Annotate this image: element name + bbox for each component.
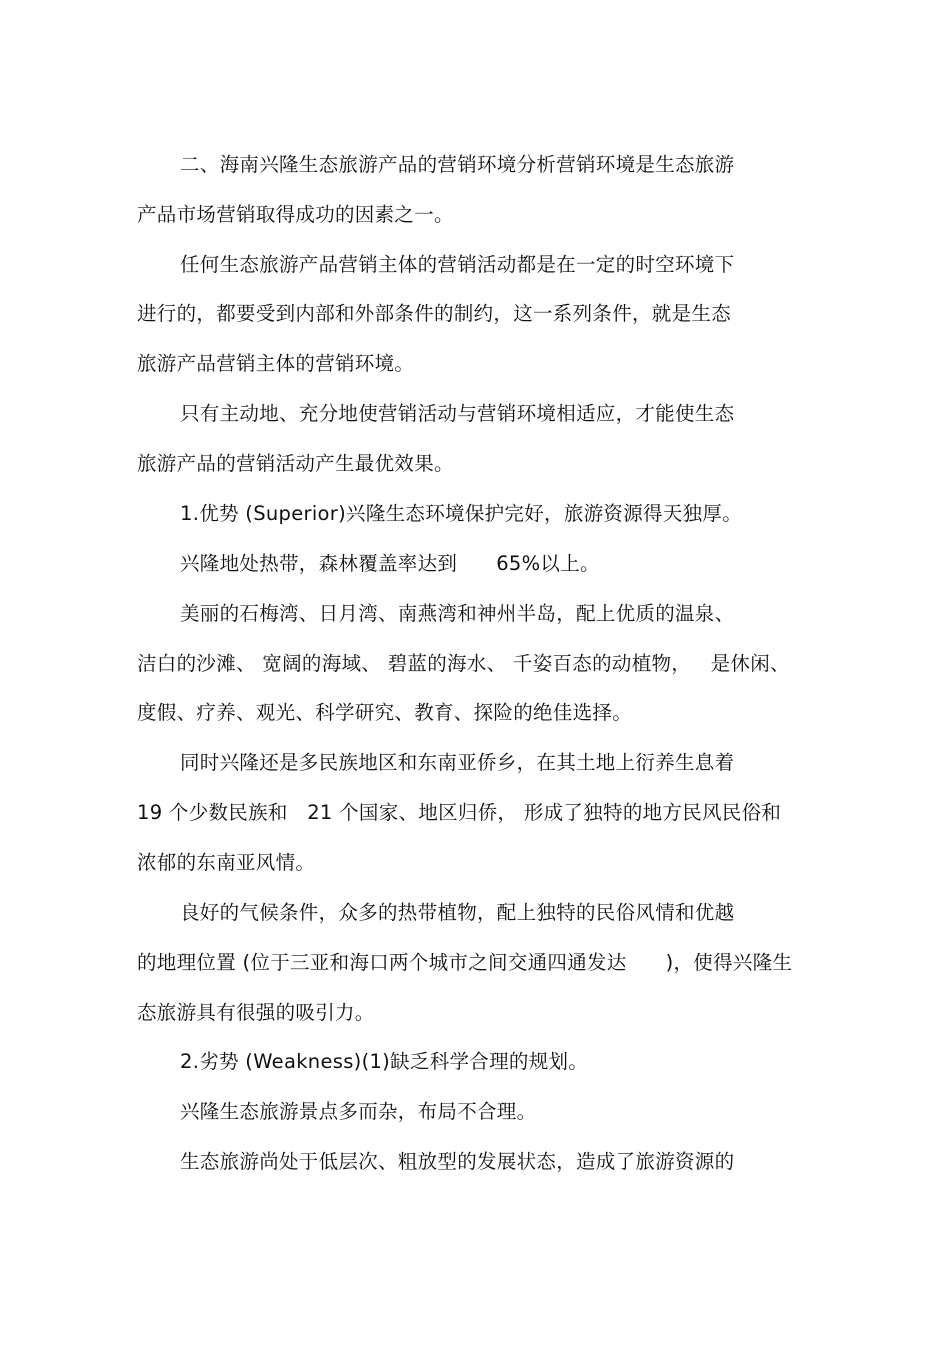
text-line-17: 的地理位置 (位于三亚和海口两个城市之间交通四通发达 )，使得兴隆生 <box>137 951 793 974</box>
text-line-5: 旅游产品营销主体的营销环境。 <box>137 352 415 375</box>
text-line-10: 美丽的石梅湾、日月湾、南燕湾和神州半岛，配上优质的温泉、 <box>180 602 735 625</box>
text-line-19: 2.劣势 (Weakness)(1)缺乏科学合理的规划。 <box>180 1050 589 1073</box>
text-line-20: 兴隆生态旅游景点多而杂，布局不合理。 <box>180 1100 537 1123</box>
text-line-2: 产品市场营销取得成功的因素之一。 <box>137 203 454 226</box>
text-line-4: 进行的，都要受到内部和外部条件的制约，这一系列条件，就是生态 <box>137 302 732 325</box>
text-line-8: 1.优势 (Superior)兴隆生态环境保护完好，旅游资源得天独厚。 <box>180 502 743 525</box>
text-line-12: 度假、疗养、观光、科学研究、教育、探险的绝佳选择。 <box>137 701 633 724</box>
text-line-9: 兴隆地处热带，森林覆盖率达到 65%以上。 <box>180 552 600 575</box>
text-line-3: 任何生态旅游产品营销主体的营销活动都是在一定的时空环境下 <box>180 253 735 276</box>
text-line-7: 旅游产品的营销活动产生最优效果。 <box>137 452 454 475</box>
text-line-11: 洁白的沙滩、 宽阔的海域、 碧蓝的海水、 千姿百态的动植物， 是休闲、 <box>137 652 790 675</box>
text-line-14: 19 个少数民族和 21 个国家、地区归侨， 形成了独特的地方民风民俗和 <box>137 801 782 824</box>
text-line-18: 态旅游具有很强的吸引力。 <box>137 1001 375 1024</box>
text-line-1: 二、海南兴隆生态旅游产品的营销环境分析营销环境是生态旅游 <box>180 153 735 176</box>
text-line-16: 良好的气候条件，众多的热带植物，配上独特的民俗风情和优越 <box>180 901 735 924</box>
text-line-15: 浓郁的东南亚风情。 <box>137 851 316 874</box>
text-line-21: 生态旅游尚处于低层次、粗放型的发展状态，造成了旅游资源的 <box>180 1150 735 1173</box>
text-line-13: 同时兴隆还是多民族地区和东南亚侨乡，在其土地上衍养生息着 <box>180 751 735 774</box>
text-line-6: 只有主动地、充分地使营销活动与营销环境相适应，才能使生态 <box>180 402 735 425</box>
